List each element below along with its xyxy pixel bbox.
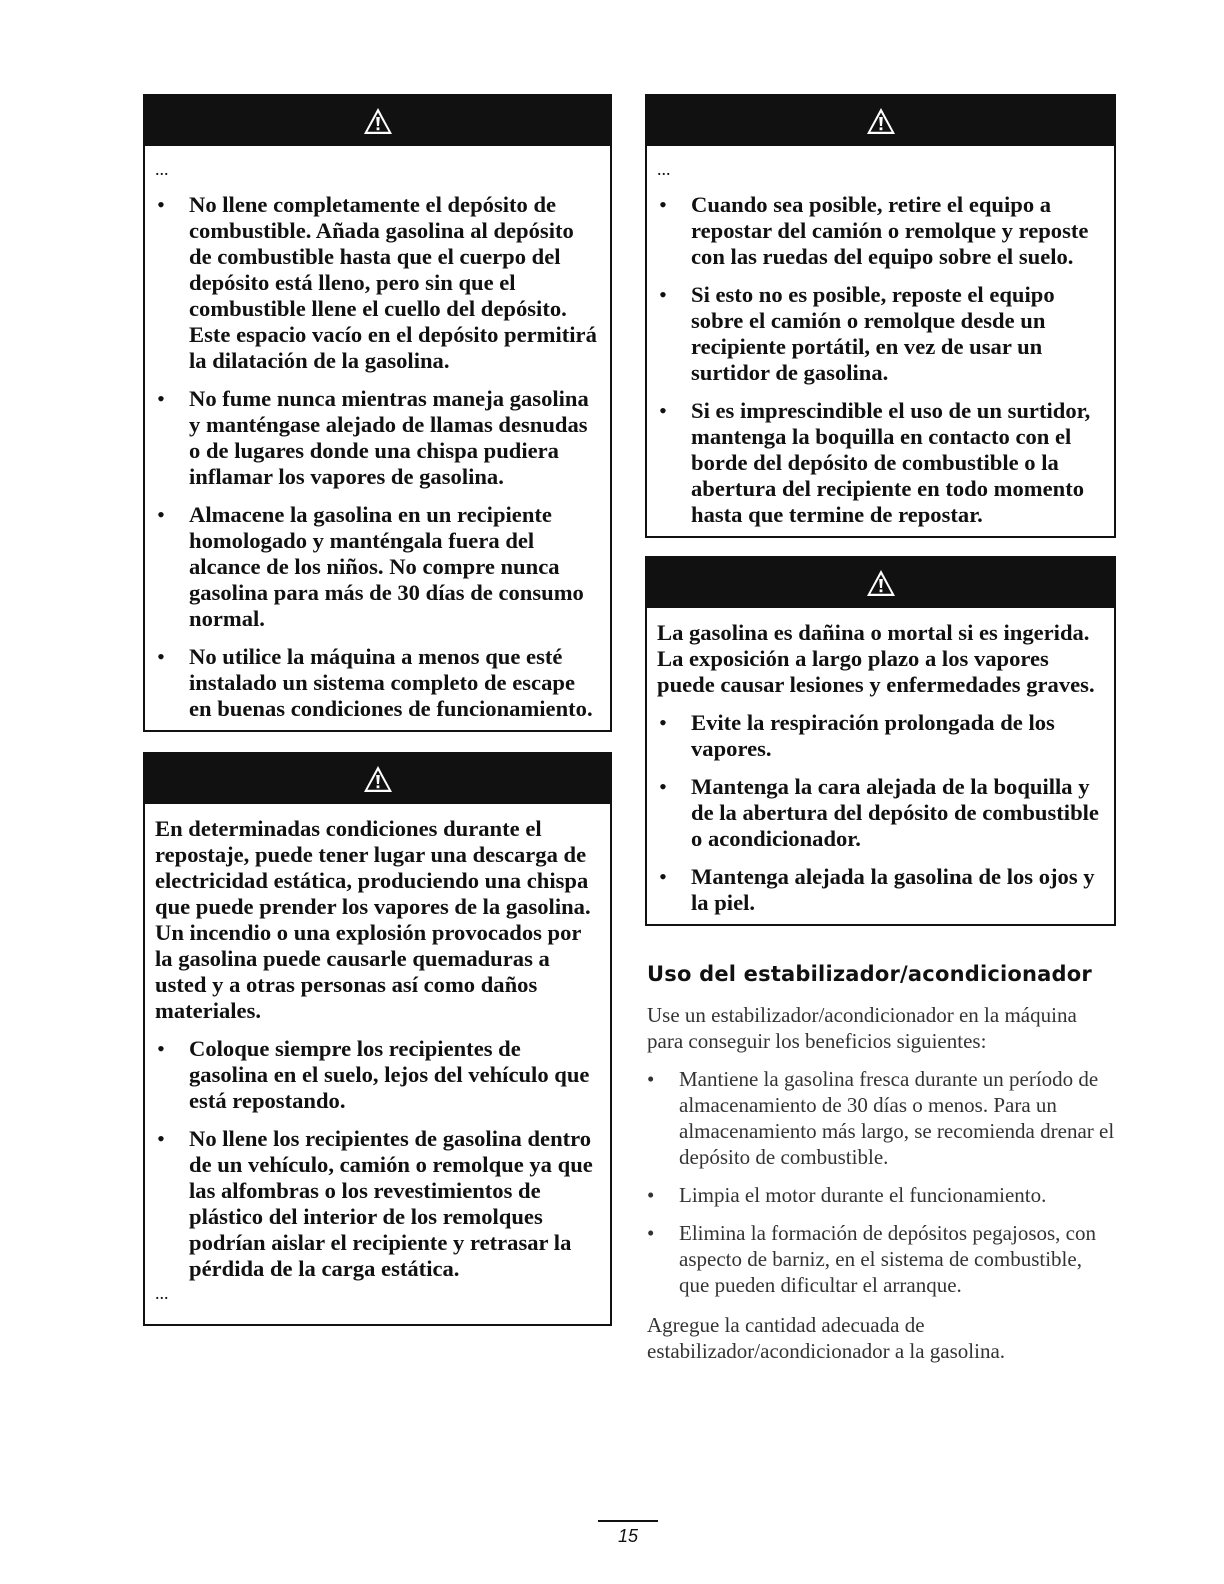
warning-triangle-icon: [362, 764, 394, 794]
list-item: • Si esto no es posible, reposte el equipo sobre el camión o remolque desde un recipiente portátil, en vez de usar un surtidor de gasolina.: [659, 282, 1055, 385]
list-item: • Si es imprescindible el uso de un surtidor, mantenga la boquilla en contacto con el borde del depósito de combustible o la abertura del recipiente en todo momento hasta que termine de repostar.: [659, 398, 1091, 527]
warning-intro: La gasolina es dañina o mortal si es ingerida. La exposición a largo plazo a los vapores puede causar lesiones y enfermedades graves.: [657, 620, 1095, 697]
warning-header: [145, 754, 610, 804]
list-item: • Almacene la gasolina en un recipiente homologado y manténgala fuera del alcance de los niños. No compre nunca gasolina para más de 30 días de consumo normal.: [157, 502, 584, 631]
bullet-icon: •: [647, 1183, 655, 1207]
warning-box-health: [645, 556, 1116, 926]
list-item: • Cuando sea posible, retire el equipo a repostar del camión o remolque y reposte con las ruedas del equipo sobre el suelo.: [659, 192, 1089, 269]
list-item: • No llene completamente el depósito de combustible. Añada gasolina al depósito de combustible hasta que el cuerpo del depósito está lleno, pero sin que el combustible llene el cuello del depósito. Este espacio vacío en el depósito permitirá la dilatación de la gasolina.: [157, 192, 597, 373]
section-heading: Uso del estabilizador/acondicionador: [647, 962, 1092, 986]
page-number: 15: [598, 1520, 658, 1547]
warning-header: [145, 96, 610, 146]
list-item: • Elimina la formación de depósitos pegajosos, con aspecto de barniz, en el sistema de combustible, que pueden dificultar el arranque.: [647, 1221, 1096, 1297]
section-closing: Agregue la cantidad adecuada de estabilizador/acondicionador a la gasolina.: [647, 1313, 1006, 1363]
bullet-icon: •: [647, 1221, 655, 1245]
bullet-icon: •: [157, 644, 165, 669]
list-item: • No fume nunca mientras maneja gasolina y manténgase alejado de llamas desnudas o de lugares donde una chispa pudiera inflamar los vapores de gasolina.: [157, 386, 589, 489]
warning-list: [155, 1036, 600, 1282]
bullet-icon: •: [659, 398, 667, 423]
list-item: • Mantenga alejada la gasolina de los ojos y la piel.: [659, 864, 1095, 915]
list-item: • Coloque siempre los recipientes de gasolina en el suelo, lejos del vehículo que está repostando.: [157, 1036, 590, 1113]
bullet-icon: •: [647, 1067, 655, 1091]
warning-body: [145, 804, 610, 1324]
warning-triangle-icon: [362, 106, 394, 136]
list-item: • Limpia el motor durante el funcionamiento.: [647, 1183, 1047, 1207]
warning-intro: En determinadas condiciones durante el repostaje, puede tener lugar una descarga de electricidad estática, produciendo una chispa que puede prender los vapores de la gasolina. Un incendio o una explosión provocados por la gasolina puede causarle quemaduras a usted y a otras personas así como daños materiales.: [155, 816, 591, 1023]
bullet-icon: •: [157, 1126, 165, 1151]
right-column: [645, 94, 1116, 1376]
warning-list: [657, 192, 1104, 528]
bullet-icon: •: [659, 710, 667, 735]
warning-body: [647, 146, 1114, 536]
warning-list: [155, 192, 600, 722]
left-column: [143, 94, 612, 1326]
bullet-icon: •: [157, 386, 165, 411]
bullet-icon: •: [659, 192, 667, 217]
list-item: • Evite la respiración prolongada de los vapores.: [659, 710, 1055, 761]
warning-header: [647, 96, 1114, 146]
stabilizer-section: [645, 1002, 1116, 1364]
bullet-icon: •: [659, 864, 667, 889]
list-item: • Mantiene la gasolina fresca durante un período de almacenamiento de 30 días o menos. Para un almacenamiento más largo, se recomienda drenar el depósito de combustible.: [647, 1067, 1115, 1169]
warning-box-refueling: [645, 94, 1116, 538]
warning-box-fuel-handling: [143, 94, 612, 732]
list-item: • No llene los recipientes de gasolina dentro de un vehículo, camión o remolque ya que las alfombras o los revestimientos de plástico del interior de los remolques podrían aislar el recipiente y retrasar la pérdida de la carga estática.: [157, 1126, 593, 1281]
bullet-icon: •: [659, 282, 667, 307]
ellipsis-bottom: ...: [155, 1283, 169, 1303]
bullet-icon: •: [157, 502, 165, 527]
list-item: • Mantenga la cara alejada de la boquilla y de la abertura del depósito de combustible o acondicionador.: [659, 774, 1099, 851]
bullet-icon: •: [157, 192, 165, 217]
warning-header: [647, 558, 1114, 608]
warning-triangle-icon: [865, 106, 897, 136]
bullet-icon: •: [659, 774, 667, 799]
section-intro: Use un estabilizador/acondicionador en la máquina para conseguir los beneficios siguientes:: [647, 1003, 1077, 1053]
bullet-icon: •: [157, 1036, 165, 1061]
ellipsis-top: ...: [155, 159, 169, 179]
warning-body: [647, 608, 1114, 924]
warning-body: [145, 146, 610, 730]
list-item: • No utilice la máquina a menos que esté instalado un sistema completo de escape en buenas condiciones de funcionamiento.: [157, 644, 593, 721]
warning-triangle-icon: [865, 568, 897, 598]
warning-box-static-electricity: [143, 752, 612, 1326]
ellipsis-top: ...: [657, 159, 671, 179]
benefits-list: [645, 1066, 1116, 1298]
warning-list: [657, 710, 1104, 916]
